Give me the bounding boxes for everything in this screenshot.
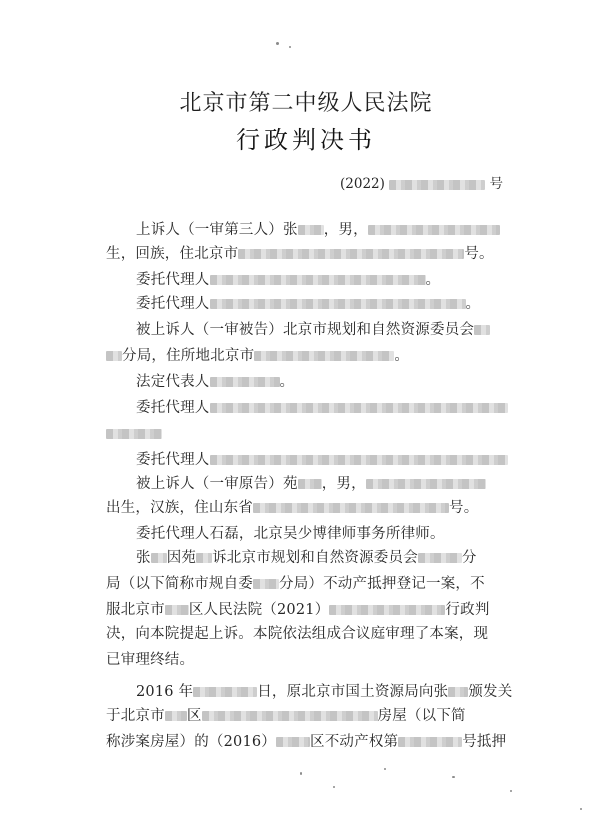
party-appellee-label: 被上诉人（一审被告）北京市规划和自然资源委员会 [136,322,475,338]
scan-speck [300,772,302,775]
text-fragment: 号。 [464,246,494,262]
text-line [106,732,506,752]
text-line [106,498,478,518]
text-fragment: 生，回族，住北京市 [106,246,239,262]
party-appellee-plaintiff-label: 被上诉人（一审原告）苑 [136,476,298,492]
text-fragment: 于北京市 [106,708,165,724]
redacted-block [193,687,257,697]
redacted-block [254,351,394,361]
text-line [106,706,466,726]
case-number-suffix: 号 [489,176,503,192]
case-number-year: (2022) [340,176,385,192]
redacted-block [298,225,324,235]
redacted-block [389,180,485,190]
scan-speck [276,42,279,45]
text-fragment: 号抵押 [462,734,507,750]
text-fragment: 分局，住所地北京市 [122,348,255,364]
text-fragment: 委托代理人 [136,272,210,288]
text-fragment: ，男， [323,222,368,238]
redacted-block [253,579,279,589]
redacted-block [329,605,445,615]
text-line [136,548,477,568]
text-fragment: 法定代表人 [136,374,210,390]
case-number [340,172,503,192]
text-line [136,372,294,392]
redacted-block [210,275,426,285]
text-fragment: 委托代理人 [136,400,210,416]
text-fragment: 房屋（以下简 [377,708,466,724]
text-line [106,244,494,264]
text-fragment: 诉北京市规划和自然资源委员会 [212,550,418,566]
text-fragment: 号。 [449,500,479,516]
text-line [106,650,194,670]
redacted-block [418,553,462,563]
text-fragment: 服北京市 [106,602,165,618]
text-fragment: 委托代理人 [136,452,210,468]
text-fragment: 。 [394,348,410,364]
text-line [136,398,508,418]
scan-speck [289,46,291,48]
text-fragment: 2016 年 [136,684,194,700]
redacted-block [448,687,468,697]
scan-speck [452,776,455,778]
text-fragment: 张 [136,550,151,566]
redacted-block [202,711,378,721]
redacted-block [276,737,310,747]
redacted-block [165,605,189,615]
text-fragment: 。 [465,296,481,312]
redacted-block [210,377,280,387]
court-name: 北京市第二中级人民法院 [179,91,433,116]
text-line [106,600,490,620]
redacted-block [253,503,449,513]
text-line [106,424,162,444]
text-fragment: ，男， [321,476,366,492]
text-line [136,474,486,494]
text-fragment: 出生，汉族，住山东省 [106,500,253,516]
text-fragment: 局（以下简称市规自委 [106,576,253,592]
redacted-block [238,249,464,259]
text-fragment: 决，向本院提起上诉。本院依法组成合议庭审理了本案，现 [106,626,489,642]
redacted-block [151,553,167,563]
text-fragment: 分局）不动产抵押登记一案，不 [279,576,485,592]
text-fragment: 区人民法院（2021） [188,602,330,618]
redacted-block [106,351,122,361]
text-fragment: 。 [279,374,295,390]
text-line [136,294,480,314]
text-fragment: 分 [461,550,477,566]
scan-speck [384,768,386,770]
text-fragment: 区不动产权第 [310,734,399,750]
redacted-block [474,325,490,335]
text-fragment: 日，原北京市国土资源局向张 [257,684,449,700]
redacted-block [298,479,322,489]
text-fragment: 。 [425,272,441,288]
text-line [106,346,409,366]
text-line [106,624,488,644]
text-line [136,682,512,702]
text-line [136,220,500,240]
scan-speck [333,786,335,788]
text-line [136,524,445,544]
text-fragment: 颁发关 [468,684,513,700]
text-fragment: 委托代理人 [136,296,210,312]
redacted-block [196,553,212,563]
redacted-block [165,711,187,721]
party-appellant-label: 上诉人（一审第三人）张 [136,222,298,238]
text-fragment: 称涉案房屋）的（2016） [106,734,277,750]
redacted-block [398,737,462,747]
scan-speck [510,790,512,792]
redacted-block [210,299,466,309]
redacted-block [210,403,508,413]
text-fragment: 区 [186,708,202,724]
scan-speck [580,808,582,810]
text-line [106,574,485,594]
text-fragment: 已审理终结。 [106,652,195,668]
text-fragment: 因苑 [166,550,197,566]
redacted-block [366,479,486,489]
text-line [136,450,508,470]
text-line [136,270,440,290]
document-type-title: 行政判决书 [236,126,376,154]
text-fragment: 行政判 [445,602,490,618]
redacted-block [368,225,500,235]
text-line [136,320,490,340]
redacted-block [210,455,508,465]
redacted-block [106,429,162,439]
text-fragment: 委托代理人石磊，北京吴少博律师事务所律师。 [136,526,445,542]
